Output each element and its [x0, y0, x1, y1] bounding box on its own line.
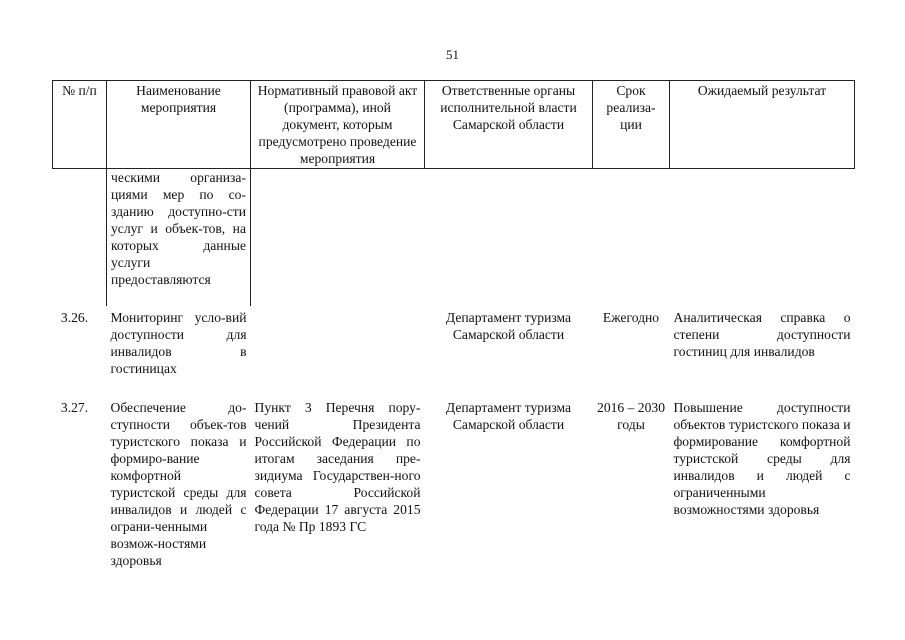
cell-result: Аналитическая справка о степени доступности гостиниц для инвалидов: [673, 310, 851, 359]
cell-legal-act: [251, 306, 425, 399]
header-row: [53, 81, 855, 169]
page-number: 51: [446, 47, 459, 62]
table-row: [53, 399, 855, 569]
header-number: № п/п: [53, 81, 107, 169]
cell-event-name: Обеспечение до-ступности объек-тов туристского показа и формиро-вание комфортной туристской среды для инвалидов и людей с ограни-ченными возмож-ностями здоровья: [110, 400, 247, 568]
table-row: [53, 306, 855, 399]
cell-term: 2016 – 2030 годы: [597, 400, 665, 432]
table-body: [53, 169, 855, 570]
cell-legal-act: [251, 169, 425, 307]
header-result: Ожидаемый результат: [670, 81, 855, 169]
cell-event-name: Мониторинг усло-вий доступности для инвалидов в гостиницах: [110, 310, 247, 376]
table-header: [53, 81, 855, 169]
cell-event-name-continuation: ческими организа-циями мер по со-зданию доступно-сти услуг и объек-тов, на которых данные услуги предоставляются: [107, 169, 251, 307]
events-table: [52, 80, 855, 569]
header-term: Срок реализа-ции: [593, 81, 670, 169]
cell-responsible: Департамент туризма Самарской области: [445, 310, 572, 342]
events-table-container: [52, 80, 854, 569]
cell-legal-act: Пункт 3 Перечня пору-чений Президента Российской Федерации по итогам заседания пре-зидиума Государствен-ного совета Российской Федерации 17 августа 2015 года № Пр 1893 ГС: [254, 400, 421, 534]
header-legal-act: Нормативный правовой акт (программа), иной документ, которым предусмотрено проведение мероприятия: [251, 81, 425, 169]
cell-result: [670, 169, 855, 307]
cell-term: [593, 169, 670, 307]
header-responsible: Ответственные органы исполнительной власти Самарской области: [425, 81, 593, 169]
cell-number: [53, 169, 107, 307]
cell-number: 3.27.: [60, 400, 89, 415]
header-event-name: Наименование мероприятия: [107, 81, 251, 169]
table-row-continuation: [53, 169, 855, 307]
cell-term: Ежегодно: [602, 310, 660, 325]
cell-number: 3.26.: [60, 310, 89, 325]
cell-responsible: [425, 169, 593, 307]
cell-responsible: Департамент туризма Самарской области: [445, 400, 572, 432]
cell-result: Повышение доступности объектов туристского показа и формирование комфортной туристской среды для инвалидов и людей с ограниченными возможностями здоровья: [673, 400, 851, 517]
